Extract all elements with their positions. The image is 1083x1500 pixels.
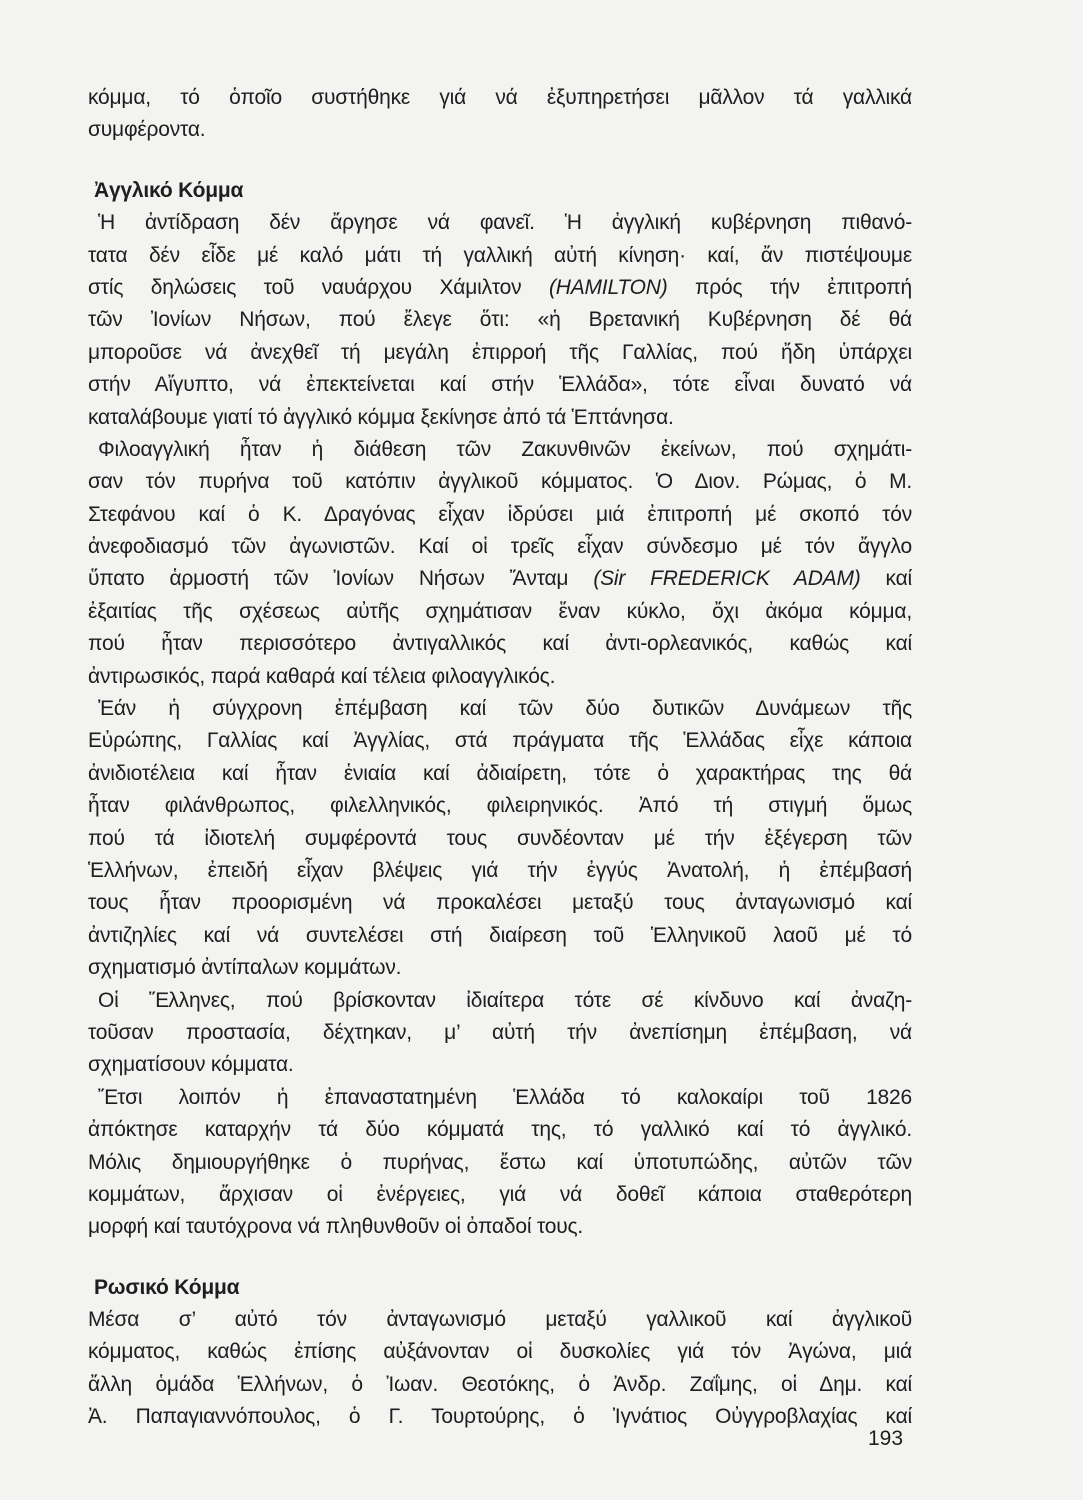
text-line: πού τά ἰδιοτελή συμφέροντά τους συνδέονταν μέ τήν ἐξέγερση τῶν <box>88 826 912 850</box>
italic-name: (Sir FREDERICK ADAM) <box>593 567 861 591</box>
text-segment: πρός τήν ἐπιτροπή <box>667 275 913 299</box>
text-line: ἀπόκτησε καταρχήν τά δύο κόμματά της, τό γαλλικό καί τό ἀγγλικό. <box>88 1118 912 1142</box>
spacer <box>88 147 912 175</box>
section-heading: Ἀγγλικό Κόμμα <box>94 178 244 202</box>
text-line: ἀνιδιοτέλεια καί ἦταν ἑνιαία καί ἀδιαίρετη, τότε ὁ χαρακτήρας της θά <box>88 761 912 785</box>
text-line: ἦταν φιλάνθρωπος, φιλελληνικός, φιλειρηνικός. Ἀπό τή στιγμή ὅμως <box>88 794 912 818</box>
text-line: Εὐρώπης, Γαλλίας καί Ἀγγλίας, στά πράγματα τῆς Ἑλλάδας εἶχε κάποια <box>88 729 912 753</box>
text-line: μορφή καί ταυτόχρονα νά πληθυνθοῦν οἱ ὀπαδοί τους. <box>88 1215 584 1239</box>
text-line: στήν Αἴγυπτο, νά ἐπεκτείνεται καί στήν Ἑλλάδα», τότε εἶναι δυνατό νά <box>88 373 912 397</box>
text-line: Φιλοαγγλική ἦταν ἡ διάθεση τῶν Ζακυνθινῶν ἐκείνων, πού σχημάτι- <box>98 437 912 461</box>
page-body <box>88 82 912 1434</box>
text-line: κομμάτων, ἄρχισαν οἱ ἐνέργειες, γιά νά δοθεῖ κάποια σταθερότερη <box>88 1182 912 1206</box>
text-line: κόμμα, τό ὁποῖο συστήθηκε γιά νά ἐξυπηρετήσει μᾶλλον τά γαλλικά <box>88 86 912 109</box>
spacer <box>88 1244 912 1272</box>
text-line: Ἐάν ἡ σύγχρονη ἐπέμβαση καί τῶν δύο δυτικῶν Δυνάμεων τῆς <box>98 697 912 721</box>
text-line: τατα δέν εἶδε μέ καλό μάτι τή γαλλική αὐτή κίνηση· καί, ἄν πιστέψουμε <box>88 243 912 267</box>
text-line: μποροῦσε νά ἀνεχθεῖ τή μεγάλη ἐπιρροή τῆς Γαλλίας, πού ἤδη ὑπάρχει <box>88 340 912 364</box>
text-line: σαν τόν πυρήνα τοῦ κατόπιν ἀγγλικοῦ κόμματος. Ὁ Διον. Ρώμας, ὁ Μ. <box>88 470 912 494</box>
text-line <box>88 272 912 304</box>
text-line: συμφέροντα. <box>88 118 206 142</box>
text-line: τους ἦταν προορισμένη νά προκαλέσει μεταξύ τους ἀνταγωνισμό καί <box>88 891 912 915</box>
text-segment: στίς δηλώσεις τοῦ ναυάρχου Χάμιλτον <box>88 275 549 299</box>
text-line: Ἀ. Παπαγιαννόπουλος, ὁ Γ. Τουρτούρης, ὁ Ἰγνάτιος Οὐγγροβλαχίας καί <box>88 1405 912 1429</box>
text-line: Ἡ ἀντίδραση δέν ἄργησε νά φανεῖ. Ἡ ἀγγλική κυβέρνηση πιθανό- <box>98 211 912 235</box>
text-line: Μόλις δημιουργήθηκε ὁ πυρήνας, ἔστω καί ὑποτυπώδης, αὐτῶν τῶν <box>88 1150 912 1174</box>
text-line: ἄλλη ὁμάδα Ἑλλήνων, ὁ Ἰωαν. Θεοτόκης, ὁ Ἀνδρ. Ζαΐμης, οἱ Δημ. καί <box>88 1372 912 1396</box>
text-line: σχηματίσουν κόμματα. <box>88 1053 294 1077</box>
text-line <box>88 563 912 595</box>
text-segment: καί <box>860 567 912 591</box>
text-line: Ἔτσι λοιπόν ἡ ἐπαναστατημένη Ἑλλάδα τό καλοκαίρι τοῦ 1826 <box>98 1085 912 1109</box>
text-line: καταλάβουμε γιατί τό ἀγγλικό κόμμα ξεκίνησε ἀπό τά Ἑπτάνησα. <box>88 405 674 429</box>
text-line: Οἱ Ἕλληνες, πού βρίσκονταν ἰδιαίτερα τότε σέ κίνδυνο καί ἀναζη- <box>98 988 912 1012</box>
text-line: ἀντιρωσικός, παρά καθαρά καί τέλεια φιλοαγγλικός. <box>88 664 556 688</box>
section-heading: Ρωσικό Κόμμα <box>94 1275 240 1299</box>
text-line: κόμματος, καθώς ἐπίσης αὐξάνονταν οἱ δυσκολίες γιά τόν Ἀγώνα, μιά <box>88 1340 912 1364</box>
text-line: τῶν Ἰονίων Νήσων, πού ἔλεγε ὅτι: «ἡ Βρετανική Κυβέρνηση δέ θά <box>88 308 912 332</box>
text-line: ἐξαιτίας τῆς σχέσεως αὐτῆς σχημάτισαν ἕναν κύκλο, ὄχι ἀκόμα κόμμα, <box>88 599 912 623</box>
text-line: ἀνεφοδιασμό τῶν ἀγωνιστῶν. Καί οἱ τρεῖς εἶχαν σύνδεσμο μέ τόν ἄγγλο <box>88 535 912 559</box>
text-line: πού ἦταν περισσότερο ἀντιγαλλικός καί ἀντι-ορλεανικός, καθώς καί <box>88 632 912 656</box>
italic-name: (HAMILTON) <box>548 275 668 299</box>
text-line: τοῦσαν προστασία, δέχτηκαν, μ’ αὐτή τήν ἀνεπίσημη ἐπέμβαση, νά <box>88 1020 912 1044</box>
text-line: Μέσα σ’ αὐτό τόν ἀνταγωνισμό μεταξύ γαλλικοῦ καί ἀγγλικοῦ <box>88 1308 912 1332</box>
text-line: Ἑλλήνων, ἐπειδή εἶχαν βλέψεις γιά τήν ἐγγύς Ἀνατολή, ἡ ἐπέμβασή <box>88 858 912 882</box>
text-line: Στεφάνου καί ὁ Κ. Δραγόνας εἶχαν ἱδρύσει μιά ἐπιτροπή μέ σκοπό τόν <box>88 502 912 526</box>
text-segment: ὕπατο ἁρμοστή τῶν Ἰονίων Νήσων Ἄνταμ <box>88 567 594 591</box>
text-line: ἀντιζηλίες καί νά συντελέσει στή διαίρεση τοῦ Ἑλληνικοῦ λαοῦ μέ τό <box>88 923 912 947</box>
text-line: σχηματισμό ἀντίπαλων κομμάτων. <box>88 956 402 980</box>
page-number: 193 <box>868 1427 904 1450</box>
